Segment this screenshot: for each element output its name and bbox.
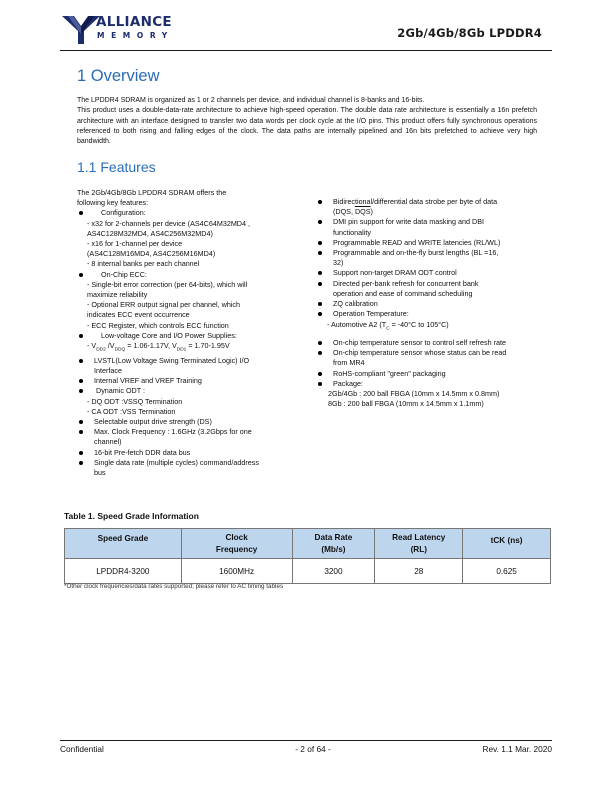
- header-text: Speed Grade: [97, 533, 149, 543]
- feature-configuration: [77, 208, 302, 218]
- feature-refresh: Directed per-bank refresh for concurrent bank: [316, 279, 546, 289]
- feature-package: Package:: [316, 379, 546, 389]
- feature-detail: AS4C128M32MD4, AS4C256M32MD4): [87, 228, 213, 238]
- feature-strobe-signals: [316, 207, 546, 217]
- feature-text: Configuration:: [101, 208, 146, 218]
- features-left-column: [77, 188, 302, 478]
- table-caption: Table 1. Speed Grade Information: [64, 511, 199, 521]
- feature-continuation: channel): [94, 437, 122, 447]
- feature-self-refresh: On-chip temperature sensor to control self refresh rate: [316, 338, 546, 348]
- feature-detail: - ECC Register, which controls ECC function: [87, 320, 229, 330]
- table-cell: 0.625: [463, 559, 551, 584]
- table-cell: 1600MHz: [181, 559, 292, 584]
- feature-temperature-range: [316, 320, 546, 335]
- feature-text: Dynamic ODT :: [96, 386, 145, 396]
- document-title: 2Gb/4Gb/8Gb LPDDR4: [397, 26, 542, 40]
- feature-text: On-Chip ECC:: [101, 269, 147, 279]
- feature-detail: indicates ECC event occurrence: [87, 310, 190, 320]
- feature-detail: - Single-bit error correction (per 64-bits), which will: [87, 279, 248, 289]
- feature-lvstl: LVSTL(Low Voltage Swing Terminated Logic) I/O: [77, 356, 302, 366]
- feature-ecc: [77, 270, 302, 280]
- feature-burst: Programmable and on-the-fly burst lengths (BL =16,: [316, 248, 546, 258]
- feature-vref: Internal VREF and VREF Training: [77, 376, 302, 386]
- column-header: [181, 529, 292, 559]
- table-footnote: *Other clock frequencies/data rates supported; please refer to AC timing tables: [64, 583, 284, 590]
- table-cell: LPDDR4-3200: [65, 559, 182, 584]
- header-text: (Mb/s): [321, 544, 346, 554]
- feature-text: ): [370, 207, 373, 217]
- features-intro: following key features:: [77, 198, 149, 208]
- overview-line: The LPDDR4 SDRAM is organized as 1 or 2 channels per device, and individual channel is 8-banks and 16-bits.: [77, 97, 425, 104]
- feature-prefetch: 16-bit Pre-fetch DDR data bus: [77, 448, 302, 458]
- feature-detail: - Optional ERR output signal per channel, which: [87, 300, 241, 310]
- feature-temperature: Operation Temperature:: [316, 309, 546, 319]
- brand-subname: MEMORY: [97, 31, 174, 40]
- footer-divider: [60, 740, 552, 741]
- header-divider: [60, 50, 552, 51]
- feature-package-detail: 2Gb/4Gb : 200 ball FBGA (10mm x 14.5mm x 0.8mm): [328, 389, 500, 399]
- column-header: [65, 529, 182, 559]
- feature-continuation: operation and ease of command scheduling: [333, 288, 473, 298]
- speed-grade-table: [64, 528, 551, 584]
- dqs-bar-signal: $\overline{DQS}$: [354, 207, 371, 217]
- features-heading: 1.1 Features: [77, 159, 156, 175]
- feature-clock: Max. Clock Frequency : 1.6GHz (3.2Gbps for one: [77, 427, 302, 437]
- feature-detail: - 8 internal banks per each channel: [87, 259, 200, 269]
- feature-text: = 1.70-1.95V: [186, 341, 230, 351]
- feature-zq: ZQ calibration: [316, 299, 546, 309]
- feature-text: - V: [87, 341, 97, 351]
- feature-sdr: Single data rate (multiple cycles) command/address: [77, 458, 302, 468]
- page-number: - 2 of 64 -: [295, 744, 331, 754]
- feature-rohs: RoHS-compliant "green" packaging: [316, 369, 546, 379]
- header-text: Clock: [225, 532, 248, 542]
- footer-revision: Rev. 1.1 Mar. 2020: [482, 744, 552, 754]
- feature-continuation: functionality: [333, 227, 371, 237]
- footer-confidential: Confidential: [60, 744, 104, 754]
- subscript: DDQ: [114, 347, 126, 353]
- table-cell: 28: [375, 559, 463, 584]
- feature-odt-control: Support non-target DRAM ODT control: [316, 268, 546, 278]
- subscript: DD2: [96, 347, 106, 353]
- feature-detail: (AS4C128M16MD4, AS4C256M16MD4): [87, 249, 216, 259]
- header-text: Frequency: [215, 544, 258, 554]
- table-row: [65, 559, 551, 584]
- feature-power: [77, 331, 302, 341]
- features-right-column: [316, 197, 546, 410]
- feature-detail: - CA ODT :VSS Termination: [87, 406, 176, 416]
- feature-detail: - DQ ODT :VSSQ Termination: [87, 396, 183, 406]
- feature-strobe: Bidirectional/differential data strobe per byte of data: [316, 197, 546, 207]
- table-header-row: [65, 529, 551, 559]
- subscript: C: [386, 326, 390, 332]
- column-header: [292, 529, 375, 559]
- feature-package-detail: 8Gb : 200 ball FBGA (10mm x 14.5mm x 1.1mm): [328, 399, 484, 409]
- feature-continuation: 32): [333, 258, 344, 268]
- brand-name: ALLIANCE: [96, 14, 172, 30]
- overview-heading: 1 Overview: [77, 67, 160, 85]
- features-intro: The 2Gb/4Gb/8Gb LPDDR4 SDRAM offers the: [77, 188, 227, 197]
- overview-paragraph: [77, 96, 537, 147]
- header-text: tCK (ns): [490, 535, 523, 545]
- feature-text: = -40°C to 105°C): [389, 320, 449, 330]
- feature-continuation: Interface: [94, 365, 122, 375]
- feature-detail: - x16 for 1-channel per device: [87, 239, 183, 249]
- feature-text: (DQS,: [333, 207, 355, 217]
- feature-detail: - x32 for 2-channels per device (AS4C64M32MD4 ,: [87, 218, 250, 228]
- subscript: DD1: [176, 347, 187, 353]
- column-header: [463, 529, 551, 559]
- feature-continuation: bus: [94, 467, 106, 477]
- feature-text: - Automotive A2 (T: [327, 320, 387, 330]
- feature-latency: Programmable READ and WRITE latencies (RL/WL): [316, 238, 546, 248]
- feature-text: Low-voltage Core and I/O Power Supplies:: [101, 330, 237, 340]
- column-header: [375, 529, 463, 559]
- feature-text: = 1.06-1.17V, V: [125, 341, 177, 351]
- header-text: Read Latency: [392, 532, 446, 542]
- feature-drive-strength: Selectable output drive strength (DS): [77, 417, 302, 427]
- header-text: Data Rate: [314, 532, 353, 542]
- header-text: (RL): [410, 544, 427, 554]
- feature-text: /V: [105, 341, 115, 351]
- feature-dmi: DMI pin support for write data masking and DBI: [316, 217, 546, 227]
- overview-line: This product uses a double-data-rate architecture to achieve high-speed operation. The double data rate architecture is essentially a 16n prefetch architecture with an interface designed to transfer two data words per clock cycle at the I/O pins. This product offers fully synchronous operations referenced to both rising and falling edges of the clock. The data paths are internally pipelined and 16n bits prefetched to achieve very high bandwidth.: [77, 107, 537, 146]
- feature-odt: [77, 386, 302, 396]
- feature-detail: maximize reliability: [87, 290, 148, 300]
- feature-temp-sensor: On-chip temperature sensor whose status can be read: [316, 348, 546, 358]
- feature-continuation: from MR4: [333, 358, 365, 368]
- feature-power-values: [77, 341, 302, 356]
- table-cell: 3200: [292, 559, 375, 584]
